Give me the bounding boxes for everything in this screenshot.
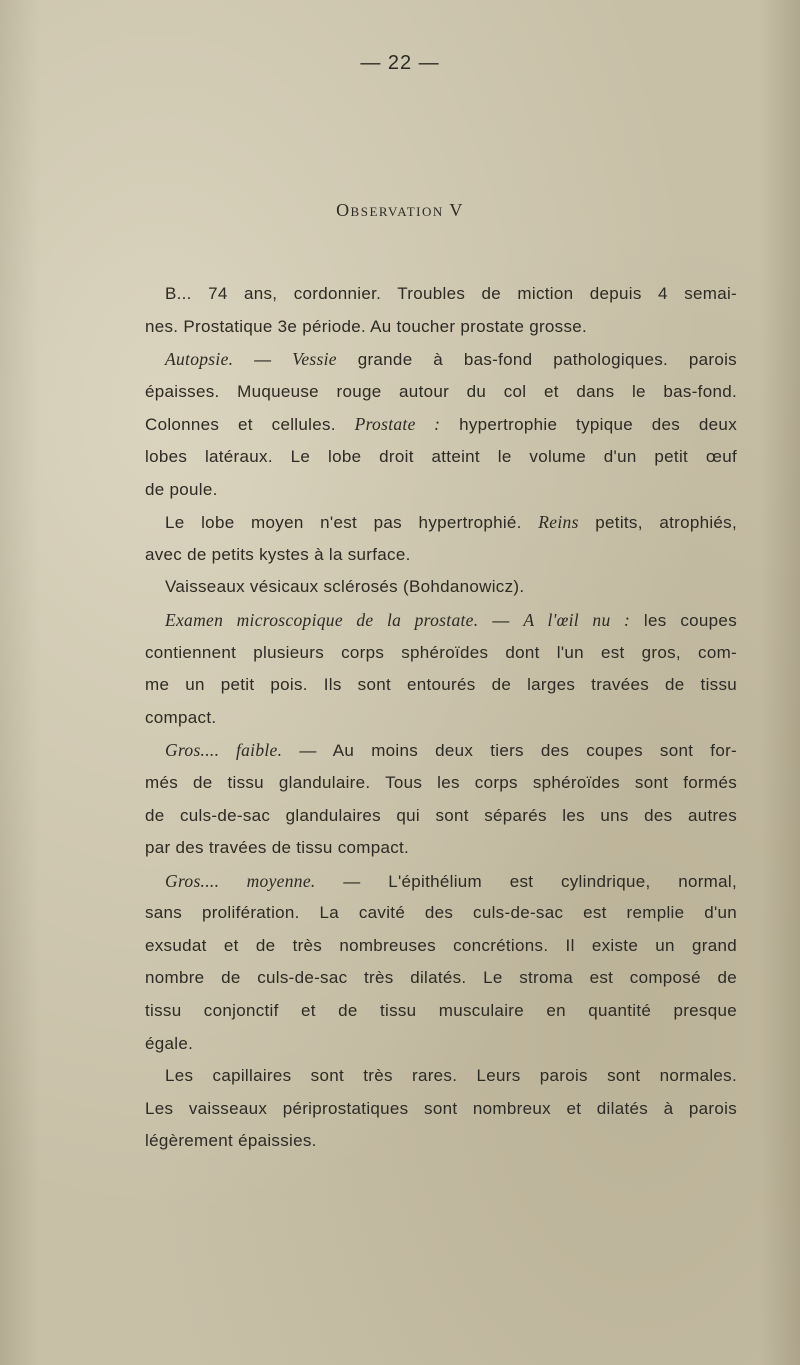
italic-segment: Prostate : — [354, 414, 441, 435]
text-segment: par des travées de tissu compact. — [145, 838, 410, 858]
text-segment: de culs-de-sac glandulaires qui sont séparés les uns des autres — [145, 805, 737, 825]
text-segment: Vaisseaux vésicaux sclérosés (Bohdanowicz). — [165, 577, 525, 597]
text-segment: épaisses. Muqueuse rouge autour du col et dans le bas-fond. — [145, 381, 737, 401]
page-number: — 22 — — [360, 52, 440, 74]
text-line — [145, 474, 737, 507]
text-segment: — — [478, 610, 524, 630]
italic-segment: Reins — [538, 512, 579, 533]
text-line — [145, 506, 737, 539]
text-line — [145, 669, 737, 702]
text-segment: petits, atrophiés, — [578, 513, 737, 533]
text-segment: — Au moins deux tiers des coupes sont for- — [282, 741, 737, 761]
text-line — [145, 1060, 737, 1093]
italic-segment: Autopsie. — [165, 349, 234, 370]
text-segment: égale. — [145, 1033, 194, 1053]
text-line — [145, 311, 737, 344]
text-segment: contiennent plusieurs corps sphéroïdes dont l'un est gros, com- — [145, 642, 737, 662]
text-segment: exsudat et de très nombreuses concrétions. Il existe un grand — [145, 935, 737, 955]
text-line — [145, 767, 737, 800]
text-segment: — — [233, 350, 293, 370]
text-segment: avec de petits kystes à la surface. — [145, 544, 411, 564]
text-segment: nes. Prostatique 3e période. Au toucher prostate grosse. — [145, 316, 588, 336]
text-line — [145, 702, 737, 735]
text-line — [145, 1028, 737, 1061]
italic-segment: Gros.... moyenne. — [165, 870, 316, 891]
text-segment: légèrement épaissies. — [145, 1131, 317, 1151]
text-segment: me un petit pois. Ils sont entourés de larges travées de tissu — [145, 675, 737, 695]
text-segment: nombre de culs-de-sac très dilatés. Le stroma est composé de — [145, 968, 737, 988]
text-line — [145, 734, 737, 767]
text-segment: compact. — [145, 707, 217, 727]
text-segment: les coupes — [630, 610, 737, 630]
body-text — [145, 278, 737, 1158]
text-line — [145, 995, 737, 1028]
italic-segment: Examen microscopique de la prostate. — [165, 609, 479, 630]
text-line — [145, 408, 737, 441]
text-line — [145, 930, 737, 963]
text-segment: — L'épithélium est cylindrique, normal, — [315, 871, 737, 891]
section-heading: Observation V — [336, 200, 464, 220]
text-line — [145, 1093, 737, 1126]
text-segment: lobes latéraux. Le lobe droit atteint le volume d'un petit œuf — [145, 446, 737, 466]
text-line — [145, 637, 737, 670]
text-segment: Colonnes et cellules. — [145, 415, 355, 435]
text-line — [145, 962, 737, 995]
text-line — [145, 539, 737, 572]
text-line — [145, 865, 737, 898]
text-segment: tissu conjonctif et de tissu musculaire en quantité presque — [145, 1001, 737, 1021]
text-segment: grande à bas-fond pathologiques. parois — [336, 350, 737, 370]
text-line — [145, 604, 737, 637]
text-line — [145, 343, 737, 376]
text-line — [145, 278, 737, 311]
text-segment: hypertrophie typique des deux — [440, 415, 737, 435]
text-segment: Les capillaires sont très rares. Leurs parois sont normales. — [165, 1066, 737, 1086]
text-line — [145, 1125, 737, 1158]
text-segment: B... 74 ans, cordonnier. Troubles de miction depuis 4 semai- — [165, 284, 737, 303]
text-line — [145, 571, 737, 604]
text-segment: sans prolifération. La cavité des culs-de-sac est remplie d'un — [145, 903, 737, 923]
text-segment: més de tissu glandulaire. Tous les corps sphéroïdes sont formés — [145, 772, 737, 792]
text-line — [145, 441, 737, 474]
italic-segment: Gros.... faible. — [165, 740, 283, 761]
text-line — [145, 897, 737, 930]
italic-segment: A l'œil nu : — [523, 609, 631, 630]
text-line — [145, 800, 737, 833]
italic-segment: Vessie — [292, 349, 337, 370]
text-line — [145, 832, 737, 865]
text-segment: Le lobe moyen n'est pas hypertrophié. — [165, 513, 539, 533]
text-segment: de poule. — [145, 479, 218, 499]
text-segment: Les vaisseaux périprostatiques sont nombreux et dilatés à parois — [145, 1098, 737, 1118]
text-line — [145, 376, 737, 409]
